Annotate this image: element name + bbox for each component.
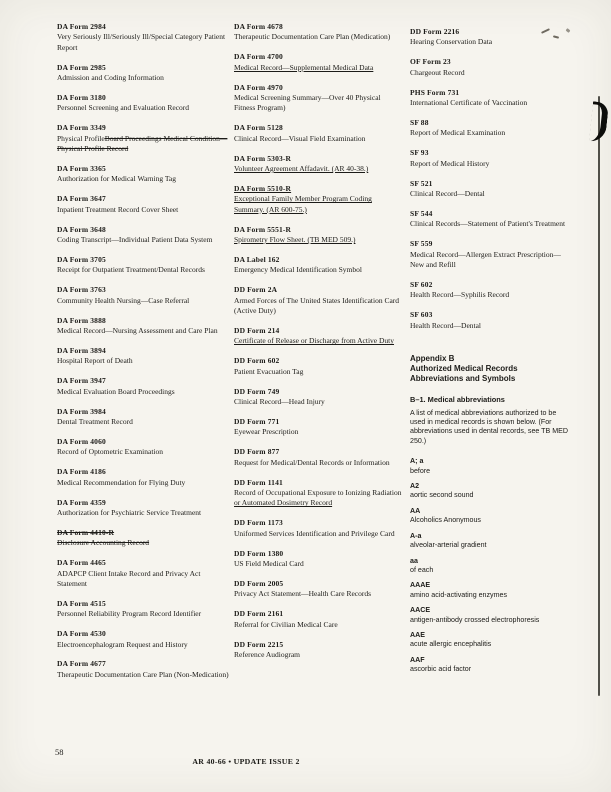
description-segment: Physical Profile: [57, 133, 105, 143]
abbreviation-term: A; a: [410, 457, 424, 466]
form-description: [57, 205, 229, 215]
form-description: [234, 63, 402, 73]
form-entry: [57, 599, 229, 620]
form-number: DA Form 2985: [57, 62, 106, 72]
description-segment: Clinical Record—Head Injury: [234, 397, 325, 407]
form-entry: [57, 498, 229, 519]
form-description: [234, 620, 402, 630]
form-number: DA Form 3894: [57, 345, 106, 355]
form-entry: [57, 528, 229, 549]
form-number: DA Form 3888: [57, 315, 106, 325]
form-entry: [234, 518, 402, 539]
form-number: DD Form 2216: [410, 27, 460, 36]
form-number: DD Form 2005: [234, 578, 284, 588]
form-entry: [410, 148, 570, 169]
appendix-subtitle: Authorized Medical Records Abbreviations and Symbols: [410, 364, 518, 384]
abbreviation-meaning: antigen-antibody crossed electrophoresis: [410, 615, 540, 624]
scan-artifact-ink-mark: [589, 101, 609, 142]
abbreviation-meaning: acute allergic encephalitis: [410, 640, 492, 649]
form-number: DA Form 3349: [57, 123, 106, 133]
form-description: [234, 650, 402, 660]
description-segment: Uniformed Services Identification and Privilege Card: [234, 528, 395, 538]
abbreviation-meaning: ascorbic acid factor: [410, 665, 472, 674]
form-entry: [234, 579, 402, 600]
form-description: [57, 134, 229, 155]
description-segment: Referral for Civilian Medical Care: [234, 619, 338, 629]
form-number: DA Form 4186: [57, 467, 106, 477]
description-segment: Emergency Medical Identification Symbol: [234, 265, 362, 275]
description-segment: Disclosure Accounting Record: [57, 538, 150, 548]
form-number: DA Form 5303-R: [234, 153, 292, 163]
form-number: DA Form 3648: [57, 224, 106, 234]
form-entry: [234, 549, 402, 570]
description-segment: Receipt for Outpatient Treatment/Dental Records: [57, 265, 205, 275]
description-segment: Personnel Reliability Program Record Identifier: [57, 609, 202, 619]
appendix-b-section: [410, 354, 570, 675]
form-list-column-1: [57, 22, 229, 690]
form-description: [57, 235, 229, 245]
description-segment: Medical Recommendation for Flying Duty: [57, 477, 186, 487]
form-description: [57, 538, 229, 548]
description-segment: Volunteer Agreement Affadavit. (AR 40-38.): [234, 164, 369, 174]
abbreviation-meaning: aortic second sound: [410, 491, 474, 500]
form-entry: [234, 285, 402, 316]
form-entry: [234, 83, 402, 114]
form-entry: [57, 63, 229, 84]
form-description: [234, 336, 402, 346]
form-description: [410, 290, 570, 300]
description-segment: Medical Record—Allergen Extract Prescription—New and Refill: [410, 249, 561, 269]
form-description: [57, 508, 229, 518]
abbreviation-term: aa: [410, 556, 418, 565]
form-description: [57, 296, 229, 306]
description-segment: Medical Screening Summary—Over 40 Physical Fitness Program): [234, 93, 381, 113]
form-entry: [234, 22, 402, 43]
abbreviation-meaning: amino acid-activating enzymes: [410, 590, 507, 599]
form-number: DA Form 3180: [57, 93, 106, 103]
description-segment: Eyewear Prescription: [234, 427, 299, 437]
form-description: [410, 128, 570, 138]
form-number: PHS Form 731: [410, 87, 460, 97]
form-number: OF Form 23: [410, 57, 451, 67]
description-segment: International Certificate of Vaccination: [410, 98, 528, 108]
abbreviation-entry: [410, 457, 570, 476]
description-segment: Medical Record—Supplemental Medical Data: [234, 62, 374, 72]
form-number: DD Form 2161: [234, 609, 284, 619]
form-description: [234, 589, 402, 599]
form-number: DA Label 162: [234, 255, 280, 264]
form-entry: [57, 467, 229, 488]
form-description: [57, 174, 229, 184]
form-description: [57, 265, 229, 275]
form-number: DA Form 4700: [234, 52, 283, 62]
form-entry: [57, 123, 229, 154]
form-number: DD Form 1173: [234, 518, 283, 528]
form-description: [234, 397, 402, 407]
appendix-section-heading: B–1. Medical abbreviations: [410, 395, 505, 405]
form-description: [57, 640, 229, 650]
description-segment: Personnel Screening and Evaluation Record: [57, 103, 190, 113]
description-segment: Record of Optometric Examination: [57, 447, 164, 457]
form-entry: [410, 57, 570, 78]
form-entry: [57, 164, 229, 185]
form-entry: [57, 93, 229, 114]
form-number: DD Form 2A: [234, 285, 278, 295]
form-number: DD Form 1380: [234, 548, 284, 558]
description-segment: Report of Medical Examination: [410, 128, 506, 138]
abbreviation-entry: [410, 507, 570, 526]
form-number: SF 93: [410, 148, 429, 158]
form-entry: [234, 154, 402, 175]
form-description: [234, 32, 402, 42]
description-segment: Record of Occupational Exposure to Ionizing Radiation: [234, 488, 402, 497]
description-segment: Health Record—Dental: [410, 320, 482, 330]
form-description: [57, 356, 229, 366]
description-segment: Inpatient Treatment Record Cover Sheet: [57, 204, 179, 214]
form-number: DA Form 4359: [57, 497, 106, 507]
form-entry: [57, 437, 229, 458]
description-segment: Electroencephalogram Request and History: [57, 639, 188, 649]
abbreviation-entry: [410, 482, 570, 501]
form-description: [57, 569, 229, 590]
form-entry: [410, 280, 570, 301]
form-number: DA Form 4970: [234, 82, 283, 92]
description-segment: Authorization for Medical Warning Tag: [57, 174, 176, 184]
form-description: [57, 387, 229, 397]
form-number: SF 544: [410, 208, 433, 218]
form-number: SF 603: [410, 310, 433, 320]
form-description: [234, 134, 402, 144]
form-number: DD Form 749: [234, 386, 280, 396]
form-number: DA Form 4677: [57, 659, 106, 669]
appendix-intro-paragraph: A list of medical abbreviations authorized to be used in medical records is shown below. (For abbreviations used in dental records, see TB MED 250.): [410, 408, 568, 445]
form-entry: [410, 118, 570, 139]
description-segment: Clinical Records—Statement of Patient's Treatment: [410, 219, 566, 229]
form-description: [234, 427, 402, 437]
form-description: [234, 296, 402, 317]
form-entry: [410, 239, 570, 270]
abbreviation-meaning: alveolar-arterial gradient: [410, 541, 487, 550]
abbreviation-term: AAE: [410, 630, 425, 639]
abbreviation-entry: [410, 557, 570, 576]
form-number: DD Form 1141: [234, 477, 283, 487]
description-segment: Admission and Coding Information: [57, 73, 164, 83]
form-description: [234, 529, 402, 539]
form-description: [410, 159, 570, 169]
form-number: DA Form 4678: [234, 22, 283, 31]
form-description: [410, 189, 570, 199]
form-entry: [234, 417, 402, 438]
form-description: [57, 417, 229, 427]
form-number: DA Form 3947: [57, 376, 106, 386]
form-entry: [57, 407, 229, 428]
abbreviation-term: AACE: [410, 606, 431, 615]
form-number: SF 521: [410, 178, 433, 188]
form-description: [57, 326, 229, 336]
description-segment: Chargeout Record: [410, 67, 465, 77]
description-segment: Board Proceedings Medical Condition—Physical Profile Record: [57, 133, 228, 154]
form-number: DD Form 877: [234, 447, 280, 457]
description-segment: Hospital Report of Death: [57, 356, 133, 366]
form-description: [410, 250, 570, 271]
form-number: DA Form 5551-R: [234, 224, 292, 234]
form-number: DA Form 5510-R: [234, 183, 292, 193]
description-segment: Clinical Record—Visual Field Examination: [234, 133, 366, 143]
description-segment: Armed Forces of The United States Identification Card (Active Duty): [234, 295, 400, 316]
abbreviation-term: AAAE: [410, 581, 431, 590]
form-number: DA Form 3647: [57, 194, 106, 204]
form-description: [410, 321, 570, 331]
form-number: DD Form 771: [234, 416, 280, 426]
abbreviation-term: A2: [410, 482, 420, 491]
form-number: SF 602: [410, 279, 433, 289]
form-description: [410, 219, 570, 229]
form-description: [234, 194, 402, 215]
description-segment: Clinical Record—Dental: [410, 188, 485, 198]
form-description: [410, 37, 570, 47]
description-segment: Community Health Nursing—Case Referral: [57, 295, 190, 305]
abbreviation-term: AAF: [410, 655, 425, 664]
description-segment: Report of Medical History: [410, 158, 490, 168]
form-description: [57, 103, 229, 113]
form-description: [57, 478, 229, 488]
form-entry: [234, 123, 402, 144]
form-description: [57, 670, 229, 680]
abbreviation-entry: [410, 532, 570, 551]
form-list-column-3: [410, 27, 570, 681]
form-entry: [234, 356, 402, 377]
abbreviation-entry: [410, 631, 570, 650]
form-entry: [234, 326, 402, 347]
description-segment: or Automated Dosimetry Record: [234, 498, 333, 508]
abbreviation-term: A-a: [410, 531, 422, 540]
description-segment: Health Record—Syphilis Record: [410, 290, 510, 300]
form-entry: [57, 225, 229, 246]
form-entry: [234, 184, 402, 215]
abbreviation-meaning: of each: [410, 565, 434, 574]
description-segment: Coding Transcript—Individual Patient Data System: [57, 235, 213, 245]
form-entry: [57, 255, 229, 276]
form-description: [234, 265, 402, 275]
form-description: [410, 68, 570, 78]
description-segment: Reference Audiogram: [234, 649, 301, 659]
form-number: DA Form 4410-R: [57, 527, 115, 537]
abbreviation-entry: [410, 581, 570, 600]
form-description: [234, 458, 402, 468]
form-entry: [234, 609, 402, 630]
description-segment: Patient Evacuation Tag: [234, 366, 304, 376]
abbreviation-entry: [410, 606, 570, 625]
form-number: DA Form 4515: [57, 598, 106, 608]
form-description: [234, 235, 402, 245]
description-segment: Therapeutic Documentation Care Plan (Medication): [234, 32, 391, 42]
page-footer: AR 40-66 • UPDATE ISSUE 2: [192, 757, 300, 766]
abbreviation-meaning: before: [410, 466, 431, 475]
form-entry: [410, 209, 570, 230]
description-segment: Request for Medical/Dental Records or Information: [234, 457, 390, 467]
description-segment: Very Seriously Ill/Seriously Ill/Special Category Patient Report: [57, 32, 226, 52]
form-entry: [57, 346, 229, 367]
form-description: [234, 559, 402, 569]
description-segment: Hearing Conservation Data: [410, 37, 493, 47]
form-entry: [410, 310, 570, 331]
form-description: [234, 164, 402, 174]
form-number: DA Form 2984: [57, 22, 106, 31]
form-number: DD Form 2215: [234, 639, 284, 649]
form-list-column-3-entries: [410, 27, 570, 331]
form-entry: [410, 88, 570, 109]
form-entry: [234, 255, 402, 276]
scan-artifact-edge-line: [598, 96, 600, 696]
abbreviation-term: AA: [410, 506, 421, 515]
form-entry: [234, 52, 402, 73]
form-entry: [57, 22, 229, 53]
form-entry: [57, 316, 229, 337]
form-description: [410, 98, 570, 108]
description-segment: Privacy Act Statement—Health Care Records: [234, 589, 372, 599]
form-description: [57, 609, 229, 619]
form-entry: [57, 194, 229, 215]
abbreviation-meaning: Alcoholics Anonymous: [410, 516, 481, 525]
form-entry: [57, 629, 229, 650]
form-number: DA Form 5128: [234, 123, 283, 133]
form-entry: [57, 285, 229, 306]
description-segment: Spirometry Flow Sheet. (TB MED 509.): [234, 235, 356, 245]
description-segment: Medical Evaluation Board Proceedings: [57, 386, 175, 396]
form-description: [234, 93, 402, 114]
abbreviation-list: [410, 457, 570, 674]
form-description: [57, 73, 229, 83]
form-number: DA Form 4060: [57, 436, 106, 446]
description-segment: Exceptional Family Member Program Coding Summary. (AR 600-75.): [234, 194, 372, 214]
form-entry: [410, 179, 570, 200]
description-segment: Medical Record—Nursing Assessment and Care Plan: [57, 326, 218, 336]
form-description: [57, 32, 229, 53]
form-number: DA Form 4530: [57, 629, 106, 639]
form-number: SF 559: [410, 239, 433, 249]
form-number: DD Form 602: [234, 356, 280, 366]
description-segment: Therapeutic Documentation Care Plan (Non-Medication): [57, 669, 229, 679]
form-entry: [234, 447, 402, 468]
description-segment: Authorization for Psychiatric Service Treatment: [57, 507, 202, 517]
form-number: SF 88: [410, 117, 429, 127]
form-description: [234, 488, 402, 509]
form-entry: [57, 558, 229, 589]
form-entry: [57, 659, 229, 680]
form-entry: [234, 225, 402, 246]
form-entry: [234, 387, 402, 408]
description-segment: Certificate of Release or Discharge from Active Duty: [234, 336, 395, 346]
form-number: DA Form 3984: [57, 406, 106, 416]
abbreviation-entry: [410, 656, 570, 675]
form-number: DD Form 214: [234, 326, 280, 336]
appendix-title: Appendix B: [410, 354, 455, 364]
description-segment: ADAPCP Client Intake Record and Privacy Act Statement: [57, 568, 201, 588]
description-segment: US Field Medical Card: [234, 559, 304, 569]
form-number: DA Form 3763: [57, 285, 106, 295]
form-description: [234, 367, 402, 377]
form-list-column-2: [234, 22, 402, 670]
form-number: DA Form 3705: [57, 255, 106, 264]
form-entry: [234, 478, 402, 509]
form-number: DA Form 4465: [57, 558, 106, 568]
form-number: DA Form 3365: [57, 164, 106, 174]
form-entry: [234, 640, 402, 661]
form-description: [57, 447, 229, 457]
description-segment: Dental Treatment Record: [57, 416, 133, 426]
form-entry: [57, 376, 229, 397]
page-number: 58: [55, 747, 64, 757]
